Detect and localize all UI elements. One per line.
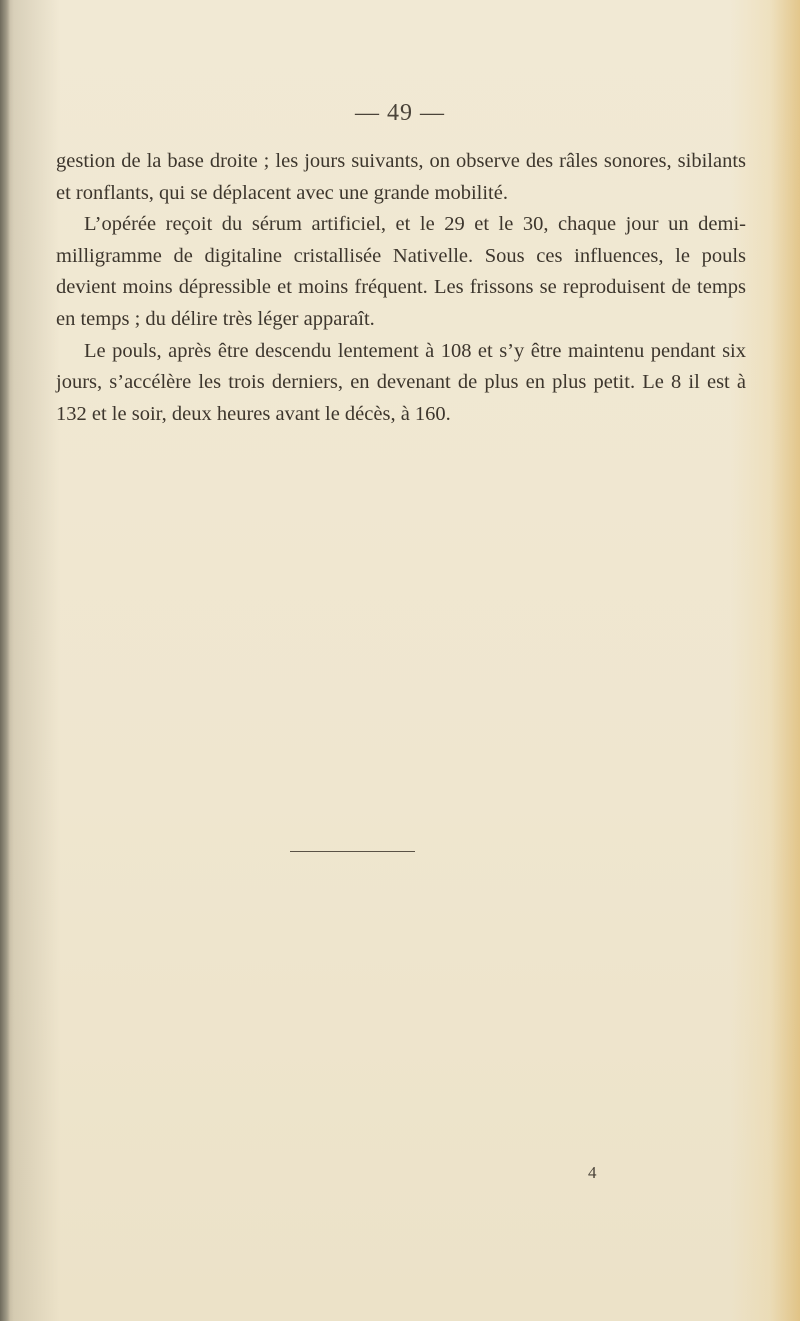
section-divider [290,851,415,852]
page-number: — 49 — [355,100,445,126]
signature-mark: 4 [588,1163,597,1182]
body-text [56,146,746,430]
paragraph-treatment: L’opérée reçoit du sérum artificiel, et le 29 et le 30, chaque jour un demi-milligramme de digitaline cristallisée Nativelle. Sous ces influences, le pouls devient moins dépressible et moins fréquent. Les frissons se reproduisent de temps en temps ; du délire très léger apparaît. [56,213,746,330]
paragraph-pulse: Le pouls, après être descendu lentement à 108 et s’y être maintenu pendant six jours, s’accélère les trois derniers, en devenant de plus en plus petit. Le 8 il est à 132 et le soir, deux heures avant le décès, à 160. [56,339,746,425]
page-spine-shadow [0,0,10,1321]
paragraph-continuation: gestion de la base droite ; les jours suivants, on observe des râles sonores, sibilants et ronflants, qui se déplacent avec une grande mobilité. [56,150,746,204]
